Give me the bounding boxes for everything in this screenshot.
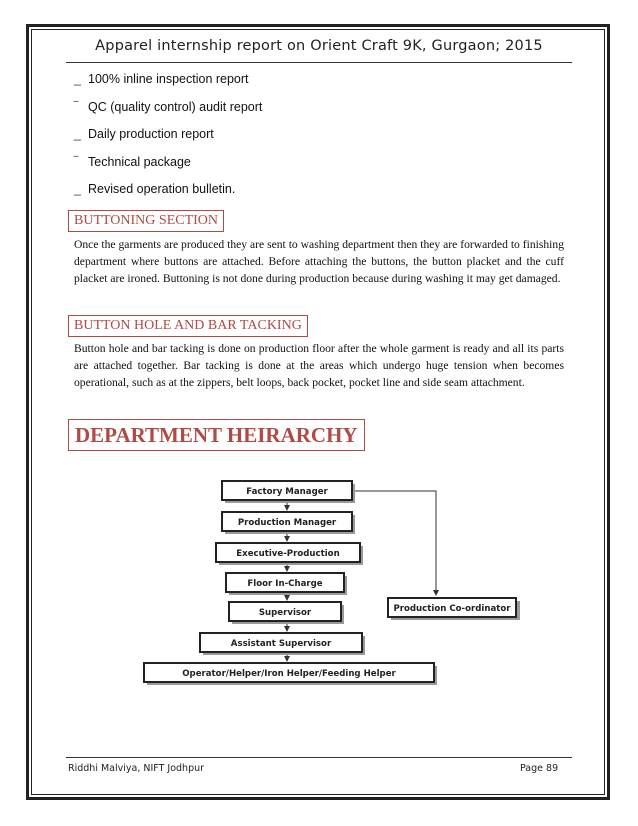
list-item: ‾ QC (quality control) audit report	[74, 99, 263, 114]
header-divider	[66, 62, 572, 63]
hierarchy-node	[222, 512, 355, 534]
svg-text:Factory Manager: Factory Manager	[246, 487, 328, 497]
list-item: ‾ Technical package	[74, 154, 191, 169]
svg-text:Operator/Helper/Iron Helper/Fe: Operator/Helper/Iron Helper/Feeding Helper	[182, 669, 396, 679]
svg-text:Assistant Supervisor: Assistant Supervisor	[230, 639, 332, 649]
hierarchy-node	[216, 543, 363, 565]
hierarchy-node	[222, 481, 355, 503]
hierarchy-node	[144, 663, 437, 685]
list-item: _ Revised operation bulletin.	[74, 182, 236, 197]
hierarchy-node	[229, 602, 344, 624]
hierarchy-chart	[140, 477, 520, 690]
hierarchy-node	[200, 633, 365, 655]
footer-author: Riddhi Malviya, NIFT Jodhpur	[68, 763, 205, 774]
header-title: Apparel internship report on Orient Craft 9K, Gurgaon; 2015	[95, 38, 543, 54]
hierarchy-node	[226, 573, 347, 595]
footer-page-number: Page 89	[520, 763, 559, 774]
report-list	[74, 72, 262, 210]
buttoning-paragraph: Once the garments are produced they are sent to washing department then they are forwarded to finishing department where buttons are attached. Before attaching the buttons, the button placket and the cuff placket are ironed. Buttoning is not done during production because during washing it may get damaged.	[74, 238, 564, 286]
bullet-dash-icon: _	[74, 72, 81, 86]
bartacking-section-heading: BUTTON HOLE AND BAR TACKING	[68, 315, 308, 337]
list-item: _ Daily production report	[74, 127, 214, 142]
footer-divider	[66, 757, 572, 758]
svg-text:Executive-Production: Executive-Production	[236, 549, 340, 559]
svg-text:Production Manager: Production Manager	[237, 518, 337, 528]
bullet-dash-icon: ‾	[74, 99, 79, 114]
svg-text:Production Co-ordinator: Production Co-ordinator	[393, 604, 511, 614]
bullet-dash-icon: ‾	[74, 154, 79, 169]
bullet-dash-icon: _	[74, 182, 81, 197]
hierarchy-side-node	[388, 598, 520, 620]
list-item: _ 100% inline inspection report	[74, 72, 249, 86]
bartacking-paragraph: Button hole and bar tacking is done on production floor after the whole garment is ready and all its parts are attached together. Bar tacking is done at the areas which undergo huge tension when becomes operational, such as at the zippers, belt loops, back pocket, pocket line and side seam attachment.	[74, 342, 564, 390]
buttoning-section-heading: BUTTONING SECTION	[68, 210, 224, 232]
hierarchy-heading: DEPARTMENT HEIRARCHY	[68, 419, 365, 451]
svg-text:Floor In-Charge: Floor In-Charge	[247, 579, 323, 589]
svg-text:Supervisor: Supervisor	[258, 608, 312, 618]
bullet-dash-icon: _	[74, 127, 81, 142]
